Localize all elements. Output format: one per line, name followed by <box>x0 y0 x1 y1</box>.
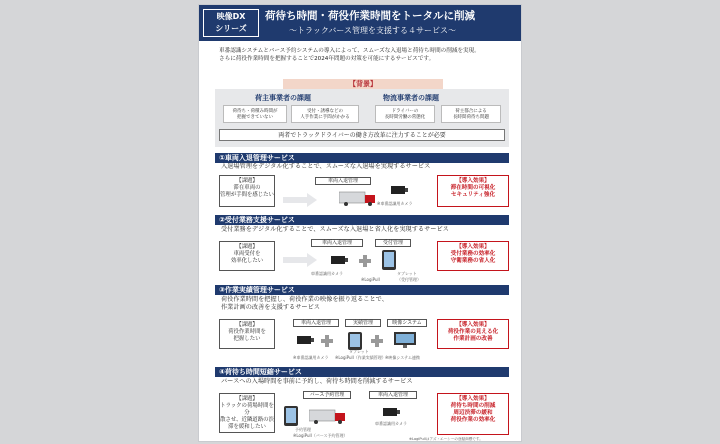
function-label: 車両入退管理 <box>311 239 363 247</box>
function-label: 映像システム <box>387 319 427 327</box>
caption: ※LogiPull（作業実績管理） <box>335 355 386 360</box>
plus-icon <box>321 335 333 347</box>
intro-line-1: 車番認識システムとバース予約システムの導入によって、スムーズな入退場と荷待ち時間の削減を実現。 <box>219 48 480 54</box>
intro-text <box>219 47 509 63</box>
camera-icon <box>295 333 315 347</box>
section-effect-box <box>437 393 509 435</box>
effect-line: セキュリティ強化 <box>450 192 496 198</box>
section-effect-box <box>437 319 509 349</box>
section-title: ①車両入退管理サービス <box>215 153 509 163</box>
issue-text: 把握できていない <box>237 115 273 120</box>
intro-line-2: さらに荷役作業時間を把握することで2024年問題の対策を可能にするサービスです。 <box>219 56 435 62</box>
issue-line: トラックの荷場時間を分 <box>220 403 274 416</box>
trademark-note: ※LogiPullはアズ・エーシーの登録商標です。 <box>409 437 483 441</box>
issue-line: 滞を緩和したい <box>228 424 266 430</box>
issue-text: 人手作業に手間がかかる <box>300 115 350 120</box>
plus-icon <box>359 255 371 267</box>
issue-text: 長時間荷待ち問題 <box>453 115 489 120</box>
camera-icon <box>329 253 349 267</box>
function-label: 車両入退管理 <box>315 177 371 185</box>
issue-card <box>223 105 287 123</box>
issue-line: 【課題】 <box>236 322 258 328</box>
camera-icon <box>389 183 409 197</box>
section-desc <box>221 378 511 386</box>
section-title: ③作業実績管理サービス <box>215 285 509 295</box>
tablet-icon <box>347 331 363 351</box>
issue-line: 【課題】 <box>236 244 258 250</box>
issue-line: 車両受付を <box>233 251 261 257</box>
effect-line: 作業計画の改善 <box>453 336 493 342</box>
caption: ※LogiPull（バース予約管理） <box>293 433 348 438</box>
series-line-1: 映像DX <box>216 12 246 21</box>
header-banner <box>199 5 522 41</box>
carrier-issues-title: 物流事業者の課題 <box>383 94 439 102</box>
issue-line: 【課題】 <box>236 396 258 402</box>
arrow-icon <box>283 251 319 269</box>
caption: ※映像システム連携 <box>385 355 420 360</box>
function-label: 車両入退管理 <box>369 391 417 399</box>
background-conclusion: 両者でトラックドライバーの働き方改革に注力することが必要 <box>219 129 505 141</box>
issue-text: 荷主都合による <box>455 109 487 114</box>
effect-line: 【導入効果】 <box>456 322 490 328</box>
effect-line: 荷役作業の見える化 <box>447 329 499 335</box>
caption: ※車番認識用カメラ <box>293 355 329 360</box>
function-label: バース予約管理 <box>303 391 351 399</box>
truck-icon <box>339 191 379 207</box>
issue-line: 把握したい <box>233 336 261 342</box>
series-line-2: シリーズ <box>215 24 247 33</box>
effect-line: 【導入効果】 <box>456 396 490 402</box>
caption: ※LogiPull <box>361 277 380 282</box>
section-desc <box>221 226 511 234</box>
effect-line: 【導入効果】 <box>456 244 490 250</box>
function-label: 受付管理 <box>375 239 411 247</box>
issue-line: 荷役作業時間を <box>228 329 266 335</box>
issue-card <box>441 105 501 123</box>
caption: ※車番認識用カメラ <box>377 201 413 206</box>
tablet-icon <box>281 405 301 429</box>
section-desc-line: 荷役作業時間を把握し、荷役作業の映像を振り返ることで、 <box>221 296 388 303</box>
effect-line: 守衛業務の省人化 <box>450 258 496 264</box>
issue-card <box>291 105 359 123</box>
section-desc-line: 受付業務をデジタル化することで、スムーズな入退場と省人化を実現するサービス <box>221 226 449 233</box>
section-desc-line: バースへの入場時間を事前に予約し、荷待ち時間を削減するサービス <box>221 378 413 385</box>
section-issue-box <box>219 319 275 349</box>
effect-line: 受付業務の効率化 <box>450 251 496 257</box>
caption: タブレット <box>397 271 417 276</box>
effect-line: 滞在時間の可視化 <box>450 185 496 191</box>
section-title: ②受付業務支援サービス <box>215 215 509 225</box>
caption: タブレット <box>349 349 369 354</box>
issue-line: 散させ、近隣道路の渋 <box>220 417 274 423</box>
section-issue-box <box>219 393 275 433</box>
effect-line: 周辺渋滞の緩和 <box>453 410 493 416</box>
caption: 車番認識用カメラ <box>311 271 343 276</box>
effect-line: 【導入効果】 <box>456 178 490 184</box>
caption: （受付管理） <box>397 277 421 282</box>
page-title: 荷待ち時間・荷役作業時間をトータルに削減 <box>265 10 475 22</box>
issue-line: 効率化したい <box>230 258 264 264</box>
issue-text: 長時間労働の常態化 <box>384 115 426 120</box>
camera-icon <box>381 405 401 419</box>
plus-icon <box>371 335 383 347</box>
section-desc-line: 入退場管理をデジタル化することで、スムーズな入退場を実現するサービス <box>221 163 431 170</box>
issue-line: 【課題】 <box>236 178 258 184</box>
page-subtitle: ～トラックバース管理を支援する４サービス～ <box>289 26 456 35</box>
monitor-icon <box>393 331 417 349</box>
issue-text: ドライバーの <box>391 109 419 114</box>
section-effect-box <box>437 241 509 271</box>
section-title: ④荷待ち時間短縮サービス <box>215 367 509 377</box>
section-desc <box>221 296 511 312</box>
issue-line: 管理が手間を感じたい <box>220 192 274 198</box>
series-label <box>203 9 259 37</box>
caption: 予約管理 <box>295 427 311 432</box>
section-desc-line: 作業計画の改善を支援するサービス <box>221 304 320 311</box>
background-label: 【背景】 <box>283 79 443 89</box>
arrow-icon <box>283 191 319 209</box>
section-effect-box <box>437 175 509 207</box>
issue-text: 受付・誘導などの <box>307 109 343 114</box>
tablet-icon <box>381 249 397 271</box>
issue-line: 滞在車両の <box>233 185 261 191</box>
section-issue-box <box>219 175 275 207</box>
issue-text: 荷待ち・荷積み時間が <box>232 109 278 114</box>
truck-icon <box>309 409 349 425</box>
effect-line: 荷役作業の効率化 <box>450 417 496 423</box>
effect-line: 荷待ち時間の削減 <box>450 403 496 409</box>
function-label: 車両入退管理 <box>293 319 339 327</box>
function-label: 実績管理 <box>345 319 381 327</box>
section-desc <box>221 163 511 171</box>
caption: 車番認識用カメラ <box>375 421 407 426</box>
flyer-page <box>198 4 522 442</box>
shipper-issues-title: 荷主事業者の課題 <box>255 94 311 102</box>
section-issue-box <box>219 241 275 271</box>
issue-card <box>375 105 435 123</box>
